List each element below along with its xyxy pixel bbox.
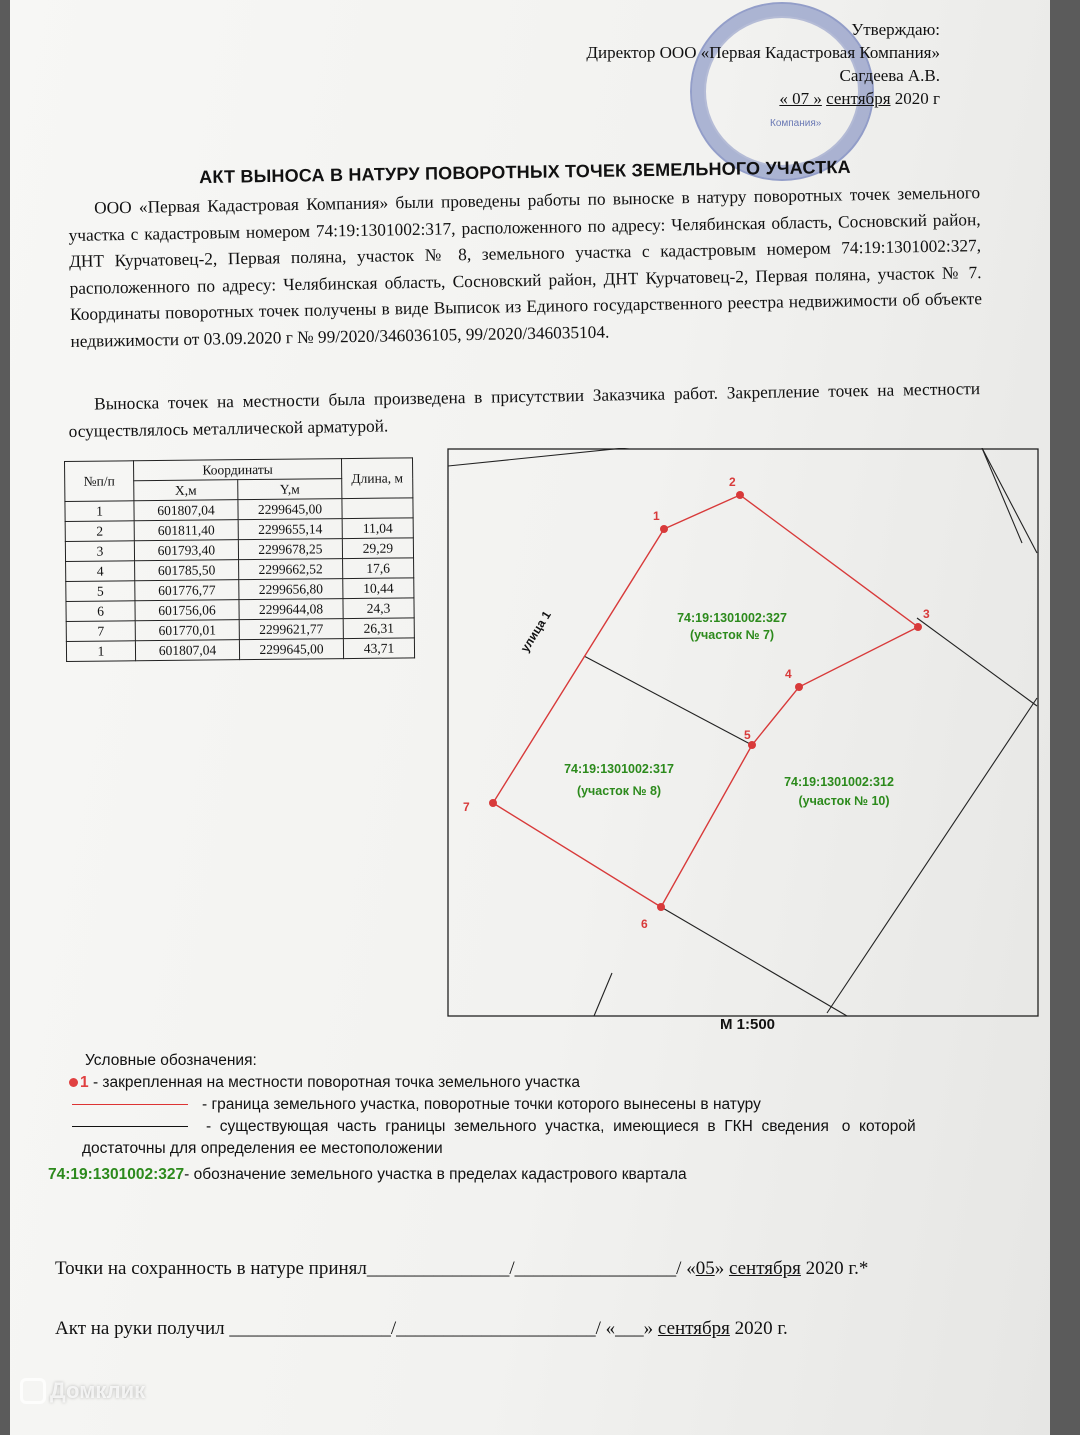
header-x: X,м [134,480,238,501]
domclick-logo-icon [20,1378,46,1404]
cell-y: 2299662,52 [239,559,343,580]
legend-item-black-line [60,1116,1020,1138]
cell-len [342,498,413,519]
cell-len: 29,29 [342,538,413,559]
signature-2-end: 2020 г. [729,1318,788,1339]
legend-item-4-text: - обозначение земельного участка в пределах кадастрового квартала [184,1166,687,1183]
header-coords: Координаты [134,459,342,481]
paragraph-2-text: Выноска точек на местности была произведена в присутствии Заказчика работ. Закрепление точек на местности осуществлялось металлической арматурой. [68,379,981,441]
legend-item-3-continued: достаточны для определения ее местоположении [82,1140,443,1157]
black-line-icon [72,1126,188,1127]
signature-2-text: Акт на руки получил _________________/_____________________/ «___» [55,1318,658,1339]
approval-line-3: Сагдеева А.В. [839,66,940,85]
cell-n: 3 [65,541,134,562]
table-header-row [65,458,413,482]
approval-year: 2020 г [894,89,940,108]
point-1-marker [660,525,668,533]
cell-n: 1 [66,641,135,662]
signature-line-1 [55,1258,868,1280]
paragraph-2 [68,376,981,445]
approval-block [480,18,940,110]
cell-len: 24,3 [343,598,414,619]
signature-2-month: сентября [657,1318,730,1339]
parcel-327-note: (участок № 7) [689,628,775,642]
cell-x: 601776,77 [135,580,239,601]
signature-1-mid: » [714,1258,729,1279]
legend-point-sample: 1 [80,1074,89,1091]
legend [48,1050,1020,1186]
point-4-label: 4 [785,667,792,681]
red-line-icon [72,1104,188,1105]
parcel-312-label: 74:19:1301002:312 [784,775,894,789]
point-3-label: 3 [923,607,930,621]
legend-parcel-code: 74:19:1301002:327 [48,1166,185,1183]
cell-n: 2 [65,521,134,542]
point-3-marker [914,623,922,631]
point-2-marker [736,491,744,499]
cell-x: 601807,04 [135,640,239,661]
point-4-marker [795,683,803,691]
cell-y: 2299644,08 [239,599,343,620]
watermark: Домклик [50,1378,146,1403]
cell-x: 601807,04 [134,500,238,521]
coordinates-table [64,457,415,662]
cell-n: 1 [65,501,134,522]
cell-n: 4 [66,561,135,582]
approval-date [480,87,940,110]
table-row [66,638,414,662]
cell-x: 601811,40 [134,520,238,541]
point-7-marker [489,799,497,807]
cell-y: 2299656,80 [239,579,343,600]
approval-line-2: Директор ООО «Первая Кадастровая Компания» [586,43,940,62]
cell-len: 10,44 [343,578,414,599]
signature-1-day: 05 [695,1258,715,1279]
street-label: улица 1 [517,608,554,655]
legend-item-2-text: - граница земельного участка, поворотные точки которого вынесены в натуру [202,1096,761,1113]
signature-1-text: Точки на сохранность в натуре принял_______________/_________________/ « [55,1258,696,1279]
scheme-scale: М 1:500 [720,1016,776,1033]
header-num: №п/п [65,461,134,502]
cell-len: 11,04 [342,518,413,539]
parcel-317-label: 74:19:1301002:317 [564,762,674,776]
existing-boundaries [447,448,1037,1016]
point-6-marker [657,903,665,911]
cell-y: 2299678,25 [238,539,342,560]
point-6-label: 6 [641,917,648,931]
signature-1-month: сентября [728,1258,801,1279]
cell-x: 601785,50 [135,560,239,581]
cell-x: 601793,40 [134,540,238,561]
parcel-scheme [447,448,1041,1018]
cell-x: 601770,01 [135,620,239,641]
legend-title: Условные обозначения: [85,1052,257,1069]
surveyed-boundaries [493,495,918,907]
point-5-marker [748,741,756,749]
document-title: АКТ ВЫНОСА В НАТУРУ ПОВОРОТНЫХ ТОЧЕК ЗЕМЕЛЬНОГО УЧАСТКА [199,156,851,188]
cell-len: 43,71 [343,638,414,659]
parcel-317-note: (участок № 8) [576,784,662,798]
red-point-icon [69,1078,78,1087]
legend-item-red-line [60,1094,1020,1116]
parcel-327-label: 74:19:1301002:327 [677,611,787,625]
paragraph-1-text: ООО «Первая Кадастровая Компания» были проведены работы по выноске в натуру поворотных точек земельного участка с кадастровым номером 74:19:1301002:317, расположенного по адресу: Челябинская область, Сосновский район, ДНТ Курчатовец-2, Первая поляна, участок № 8, земельного участка с кадастровым номером 74:19:1301002:327, расположенного по адресу: Челябинская область, Сосновский район, ДНТ Курчатовец-2, Первая поляна, участок № 7. Координаты поворотных точек получены в виде Выписок из Единого государственного реестра недвижимости об объекте недвижимости от 03.09.2020 г № 99/2020/346036105, 99/2020/346035104. [68,183,983,351]
cell-n: 6 [66,601,135,622]
approval-line-1: Утверждаю: [851,20,940,39]
cell-len: 17,6 [343,558,414,579]
cell-len: 26,31 [343,618,414,639]
paragraph-1 [68,180,983,355]
cell-n: 5 [66,581,135,602]
signature-line-2 [55,1318,788,1340]
approval-month: сентября [826,89,891,108]
document-page [10,0,1050,1435]
cell-y: 2299621,77 [239,619,343,640]
header-length: Длина, м [341,458,412,499]
stamp-text: Компания» [770,118,822,129]
cell-y: 2299645,00 [239,639,343,660]
legend-item-point [60,1072,1020,1094]
cell-y: 2299655,14 [238,519,342,540]
approval-day: « 07 » [779,89,822,108]
legend-item-3-text: - существующая часть границы земельного участка, имеющиеся в ГКН сведения о которой [206,1118,916,1135]
legend-item-parcel-code [48,1164,1008,1186]
point-1-label: 1 [653,509,660,523]
point-2-label: 2 [729,475,736,489]
cell-x: 601756,06 [135,600,239,621]
legend-item-1-text: - закрепленная на местности поворотная точка земельного участка [92,1074,581,1091]
signature-1-end: 2020 г.* [800,1258,869,1279]
boundary-points [489,491,922,911]
point-5-label: 5 [744,728,751,742]
parcel-312-note: (участок № 10) [798,794,890,808]
cell-y: 2299645,00 [238,499,342,520]
cell-n: 7 [66,621,135,642]
header-y: Y,м [238,479,342,500]
point-7-label: 7 [463,800,470,814]
